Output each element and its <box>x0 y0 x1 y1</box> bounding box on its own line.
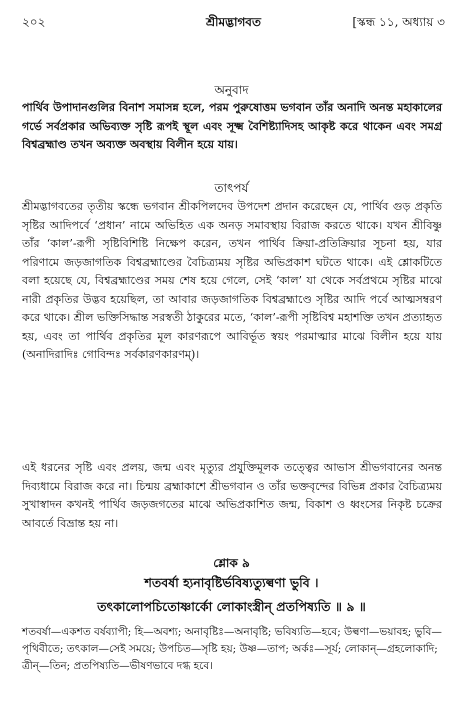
synonyms-text: শতবর্ষা—একশত বর্ষব্যাপী; হি—অবশ্য; অনাবৃষ্টিঃ—অনাবৃষ্টি; ভবিষ্যতি—হবে; উল্বণা—ভয়াবহ; ভুবি—পৃথিবীতে; তৎকাল—সেই সময়ে; উপচিত—সৃষ্টি হয়; উষ্ণ—তাপ; অর্কঃ—সূর্য; লোকান্—গ্রহলোকাদি; ত্রীন্—তিন; প্রতপিষ্যতি—ভীষণভাবে দগ্ধ হবে। <box>22 626 442 672</box>
verse-line-2: তৎকালোপচিতোষ্ণার্কো লোকাংস্ত্রীন্ প্রতপিষ্যতি ॥ ৯ ॥ <box>97 599 366 614</box>
verse-line-1: শতবর্ষা হ্যনাবৃষ্টির্ভবিষ্যত্যুল্বণা ভুবি । <box>144 575 319 590</box>
purport-paragraph-2 <box>22 459 442 533</box>
purport-text-1: শ্রীমদ্ভাগবতের তৃতীয় স্কন্ধে ভগবান শ্রীকপিলদেব উপদেশ প্রদান করেছেন যে, পার্থিব গুড় প্রকৃতি সৃষ্টির আদিপর্বে ‘প্রধান’ নামে অভিহিত এক অনড় সমাবস্থায় বিরাজ করতে থাকে। যখন শ্রীবিষ্ণু তাঁর ‘কাল’-রূপী সৃষ্টিবিশিষ্টি নিক্ষেপ করেন, তখন পার্থিব ক্রিয়া-প্রতিক্রিয়ার সূচনা হয়, যার পরিণামে জড়জাগতিক বিশ্বব্রহ্মাণ্ডের বৈচিত্র্যময় সৃষ্টির অভিপ্রকাশ ঘটতে থাকে। এই শ্লোকটিতে বলা হয়েছে যে, বিশ্বব্রহ্মাণ্ডের সময় শেষ হয়ে গেলে, সেই ‘কাল’ যা থেকে সর্বপ্রথমে সৃষ্টির মাঝে নারী প্রকৃতির উদ্ভব হয়েছিল, তা আবার জড়জাগতিক বিশ্বব্রহ্মাণ্ডে সৃষ্টির আদি পর্বে আত্মসম্বরণ করে থাকে। শ্রীল ভক্তিসিদ্ধান্ত সরস্বতী ঠাকুরের মতে, ‘কাল’-রূপী সৃষ্টিবিশ্ব মহাশক্তি তখন প্রত্যাহৃত হয়, এবং তা পার্থিব প্রকৃতির মূল কারণরূপে আবির্ভূত স্বয়ং পরমাত্মার মাঝে বিলীন হয়ে যায় (অনাদিরাদিঃ গোবিন্দঃ সর্বকারণকারণম্)। <box>22 200 442 361</box>
verse-heading: শ্লোক ৯ <box>213 556 250 570</box>
page-number: ২০২ <box>22 15 46 29</box>
page-header <box>22 14 445 30</box>
chapter-reference: [স্কন্ধ ১১, অধ্যায় ৩ <box>352 15 445 29</box>
book-title: শ্রীমদ্ভাগবত <box>205 15 261 29</box>
synonyms <box>22 624 442 675</box>
purport-paragraph-1 <box>22 198 442 365</box>
translation-heading: অনুবাদ <box>214 83 249 97</box>
translation-text <box>22 99 442 155</box>
translation-paragraph: পার্থিব উপাদানগুলির বিনাশ সমাসন্ন হলে, পরম পুরুষোত্তম ভগবান তাঁর অনাদি অনন্ত মহাকালের গর্ভে সর্বপ্রকার অভিব্যক্ত সৃষ্টি রূপই স্থূল এবং সূক্ষ্ম বৈশিষ্ট্যাদিসহ আকৃষ্ট করে থাকেন এবং সমগ্র বিশ্বব্রহ্মাণ্ড তখন অব্যক্ত অবস্থায় বিলীন হয়ে যায়। <box>22 101 442 151</box>
purport-heading: তাৎপর্য <box>214 181 249 195</box>
purport-text-2: এই ধরনের সৃষ্টি এবং প্রলয়, জন্ম এবং মৃত্যুর প্রযুক্তিমূলক তত্ত্বের আভাস শ্রীভগবানের অনন্ত দিব্যধামে বিরাজ করে না। চিন্ময় ব্রহ্মাকাশে শ্রীভগবান ও তাঁর ভক্তবৃন্দের বিভিন্ন প্রকার বৈচিত্র্যময় সুখাস্বাদন কখনই পার্থিব জড়জগতের মাঝে অভিপ্রকাশিত জন্ম, বিকাশ ও ধ্বংসের নিকৃষ্ট চক্রের আবর্তে বিভ্রান্ত হয় না। <box>22 461 442 530</box>
